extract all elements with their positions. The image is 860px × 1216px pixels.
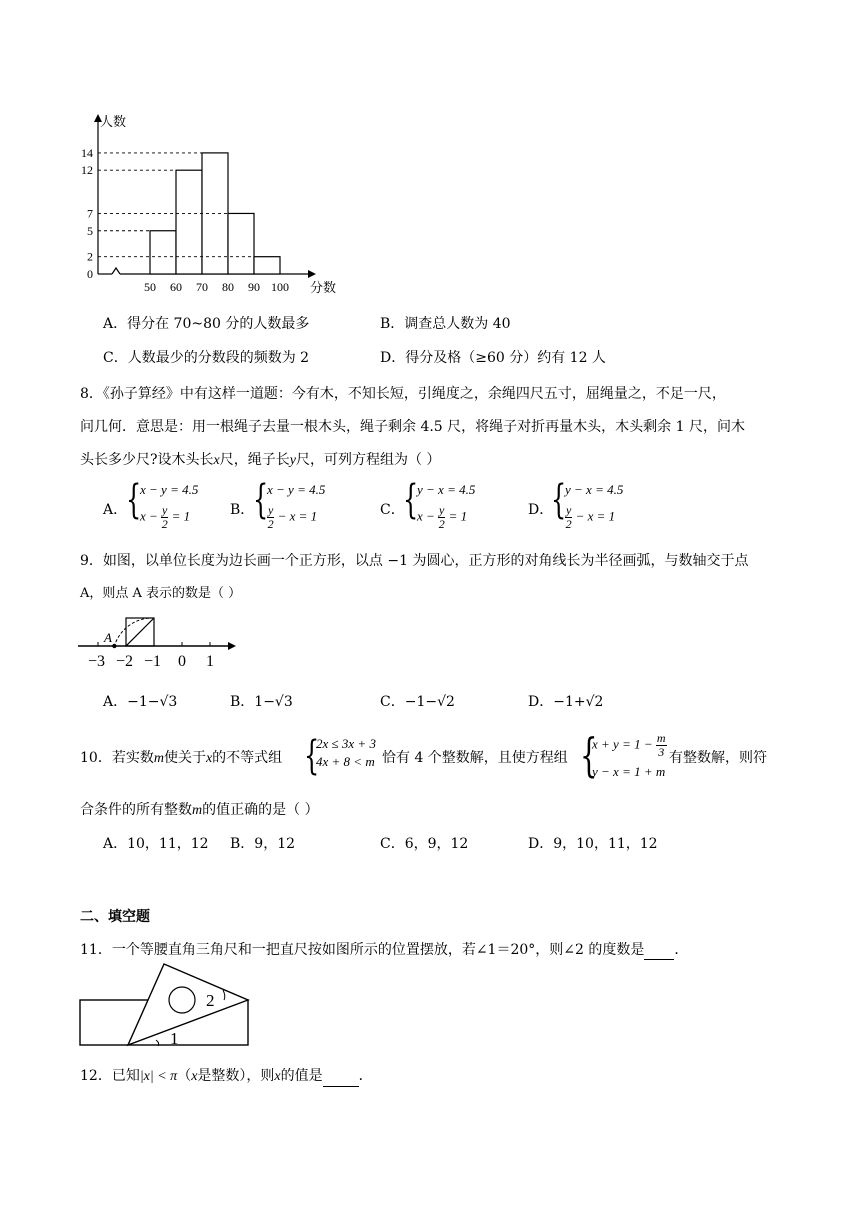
q8-text-line1: 8．《孙子算经》中有这样一道题：今有木，不知长短，引绳度之，余绳四尺五寸，屈绳量之，不足一尺， [80,386,726,402]
q11-text: 11．一个等腰直角三角尺和一把直尺按如图所示的位置摆放，若∠1＝20°，则∠2 的度数是 ． [80,942,689,958]
q12-text: 12．已知|x| < π（x是整数），则x的值是 ． [80,1066,373,1087]
q8-option-c-system: { y − x = 4.5 x − $\frac{y}{2}$ = 1 [403,477,476,531]
histogram-y-tick-label: 7 [87,206,93,221]
histogram-chart [78,108,358,303]
q9-option-a: A．−1−√3 [103,694,178,710]
histogram-y-tick-label: 0 [87,267,93,281]
q9-option-c: C．−1−√2 [380,694,455,710]
histogram-ylabel: 人数 [100,114,127,129]
histogram-y-tick-label: 14 [81,145,93,160]
q8-option-a-system: { x − y = 4.5 x − $\frac{y}{2}$ = 1 [126,477,199,531]
q10-text-part3: 有整数解，则符 [669,750,767,766]
q9-text-line2: A，则点 A 表示的数是（ ） [80,586,242,601]
number-line-figure [78,612,238,672]
q10-text-part1: 10．若实数m使关于x的不等式组 [80,750,283,766]
triangle-ruler-figure [78,960,278,1050]
histogram-bar [150,231,176,274]
q9-option-d: D．−1+√2 [528,694,604,710]
q7-option-c: C．人数最少的分数段的频数为 2 [103,350,310,366]
x-axis-arrow [308,270,316,278]
q8-option-b-system: { x − y = 4.5 $\frac{y}{2}$ − x = 1 [253,477,326,531]
histogram-x-tick-label: 100 [271,280,289,294]
q8-option-d-system: { y − x = 4.5 $\frac{y}{2}$ − x = 1 [551,477,624,531]
q8-option-c-label: C． [380,502,405,518]
axis-break-mark [112,268,120,274]
q10-text-line2: 合条件的所有整数m的值正确的是（ ） [80,802,319,818]
q9-text-line1: 9．如图，以单位长度为边长画一个正方形，以点 −1 为圆心，正方形的对角线长为半径画弧，与数轴交于点 [80,553,749,569]
tick-label-neg3: −3 [88,653,106,670]
q10-option-a: A．10，11，12 [103,836,209,852]
tick-label-neg1: −1 [144,653,162,670]
histogram-x-tick-label: 90 [248,280,260,294]
histogram-y-tick-label: 2 [87,249,93,264]
histogram-xlabel: 分数 [310,280,337,295]
tick-label-1: 1 [206,653,214,670]
histogram-x-tick-label: 80 [222,280,234,294]
histogram-bar [176,170,202,274]
histogram-y-tick-label: 12 [81,163,93,178]
q7-option-d: D．得分及格（≥60 分）约有 12 人 [380,350,606,366]
q10-equation-system: { x + y = 1 − $\frac{m}{3}$ y − x = 1 + m [580,728,666,782]
angle-1-label: 1 [170,1029,179,1048]
tick-label-neg2: −2 [116,653,134,670]
q8-text-line2: 问几何．意思是：用一根绳子去量一根木头，绳子剩余 4.5 尺，将绳子对折再量木头，木头剩余 1 尺，问木 [80,419,745,435]
point-a-label: A [104,630,112,645]
tick-label-0: 0 [178,653,186,670]
q8-option-d-label: D． [528,502,554,518]
q12-inequality: |x| < π [139,1069,178,1084]
section-title: 二、填空题 [80,909,150,925]
q8-option-a-label: A． [103,502,128,518]
q7-option-a: A．得分在 70~80 分的人数最多 [103,316,310,332]
q10-option-c: C．6，9，12 [380,836,469,852]
q10-option-b: B．9，12 [230,836,296,852]
q11-answer-blank [644,945,674,960]
histogram-x-tick-label: 70 [196,280,208,294]
histogram-bar [254,257,280,274]
q10-inequality-system: { 2x ≤ 3x + 3 4x + 8 < m [304,733,376,779]
q10-text-part2: 恰有 4 个整数解，且使方程组 [382,750,568,766]
histogram-y-tick-label: 5 [87,223,93,238]
histogram-x-tick-label: 50 [144,280,156,294]
angle-2-label: 2 [206,991,215,1010]
q12-answer-blank [323,1072,359,1087]
q9-option-b: B．1−√3 [230,694,293,710]
q10-option-d: D．9，10，11，12 [528,836,658,852]
histogram-x-tick-label: 60 [170,280,182,294]
histogram-bar [228,213,254,274]
q8-option-b-label: B． [230,502,255,518]
q7-option-b: B．调查总人数为 40 [380,316,511,332]
q8-text-line3: 头长多少尺?设木头长x尺，绳子长y尺，可列方程组为（ ） [80,452,441,468]
